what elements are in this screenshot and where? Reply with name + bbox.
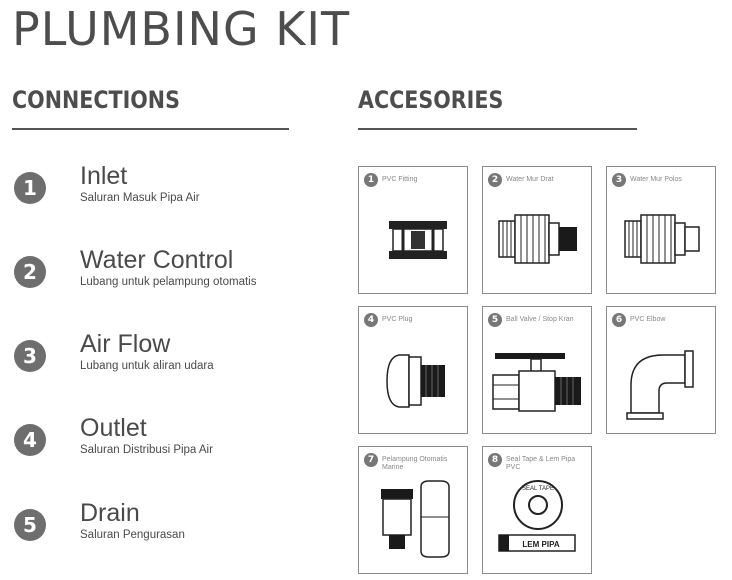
connection-item-air-flow (14, 330, 314, 396)
accessory-card-seal-tape-glue (482, 446, 592, 574)
accessory-label: Water Mur Polos (630, 176, 682, 183)
connection-label: Air Flow (80, 330, 171, 358)
accessories-heading: ACCESORIES (358, 86, 504, 114)
number-badge: 1 (14, 172, 46, 204)
connection-label: Inlet (80, 162, 128, 190)
seal-tape-glue-icon (483, 471, 593, 571)
accessory-label: PVC Elbow (630, 316, 666, 323)
accessory-card-pvc-fitting (358, 166, 468, 294)
number-badge: 4 (14, 424, 46, 456)
accessory-label: Seal Tape & Lem Pipa PVC (506, 456, 576, 471)
number-badge: 3 (612, 173, 626, 187)
glue-label-text: LEM PIPA (522, 540, 560, 549)
connections-divider (12, 128, 289, 130)
connection-description: Lubang untuk pelampung otomatis (80, 276, 257, 288)
connection-label: Outlet (80, 414, 147, 442)
number-badge: 2 (488, 173, 502, 187)
connection-item-water-control (14, 246, 314, 312)
page-title: PLUMBING KIT (12, 2, 351, 56)
number-badge: 1 (364, 173, 378, 187)
ball-valve-icon (483, 331, 593, 431)
connections-heading: CONNECTIONS (12, 86, 180, 114)
connection-item-inlet (14, 162, 314, 228)
accessory-label: PVC Plug (382, 316, 413, 323)
accessory-card-water-mur-drat (482, 166, 592, 294)
number-badge: 5 (488, 313, 502, 327)
accessory-label: Pelampung Otomatis Marine (382, 456, 448, 471)
pvc-fitting-icon (359, 191, 469, 291)
water-mur-polos-icon (607, 191, 717, 291)
connection-label: Water Control (80, 246, 234, 274)
number-badge: 8 (488, 453, 502, 467)
pvc-plug-icon (359, 331, 469, 431)
accessory-label: PVC Fitting (382, 176, 418, 183)
float-valve-icon (359, 471, 469, 571)
connection-item-outlet (14, 414, 314, 480)
number-badge: 7 (364, 453, 378, 467)
accessory-card-float-valve (358, 446, 468, 574)
accessory-card-pvc-plug (358, 306, 468, 434)
water-mur-drat-icon (483, 191, 593, 291)
seal-tape-text: SEAL TAPE (522, 486, 554, 492)
accessory-card-ball-valve (482, 306, 592, 434)
number-badge: 6 (612, 313, 626, 327)
number-badge: 2 (14, 256, 46, 288)
connection-item-drain (14, 499, 314, 565)
connection-description: Saluran Pengurasan (80, 529, 185, 541)
accessory-label: Water Mur Drat (506, 176, 554, 183)
connection-description: Saluran Distribusi Pipa Air (80, 444, 213, 456)
accessory-label: Ball Valve / Stop Kran (506, 316, 574, 323)
accessory-card-water-mur-polos (606, 166, 716, 294)
number-badge: 3 (14, 340, 46, 372)
accessory-card-pvc-elbow (606, 306, 716, 434)
connection-description: Saluran Masuk Pipa Air (80, 192, 200, 204)
connection-description: Lubang untuk aliran udara (80, 360, 214, 372)
accessories-divider (358, 128, 637, 130)
pvc-elbow-icon (607, 331, 717, 431)
connection-label: Drain (80, 499, 140, 527)
number-badge: 4 (364, 313, 378, 327)
number-badge: 5 (14, 509, 46, 541)
